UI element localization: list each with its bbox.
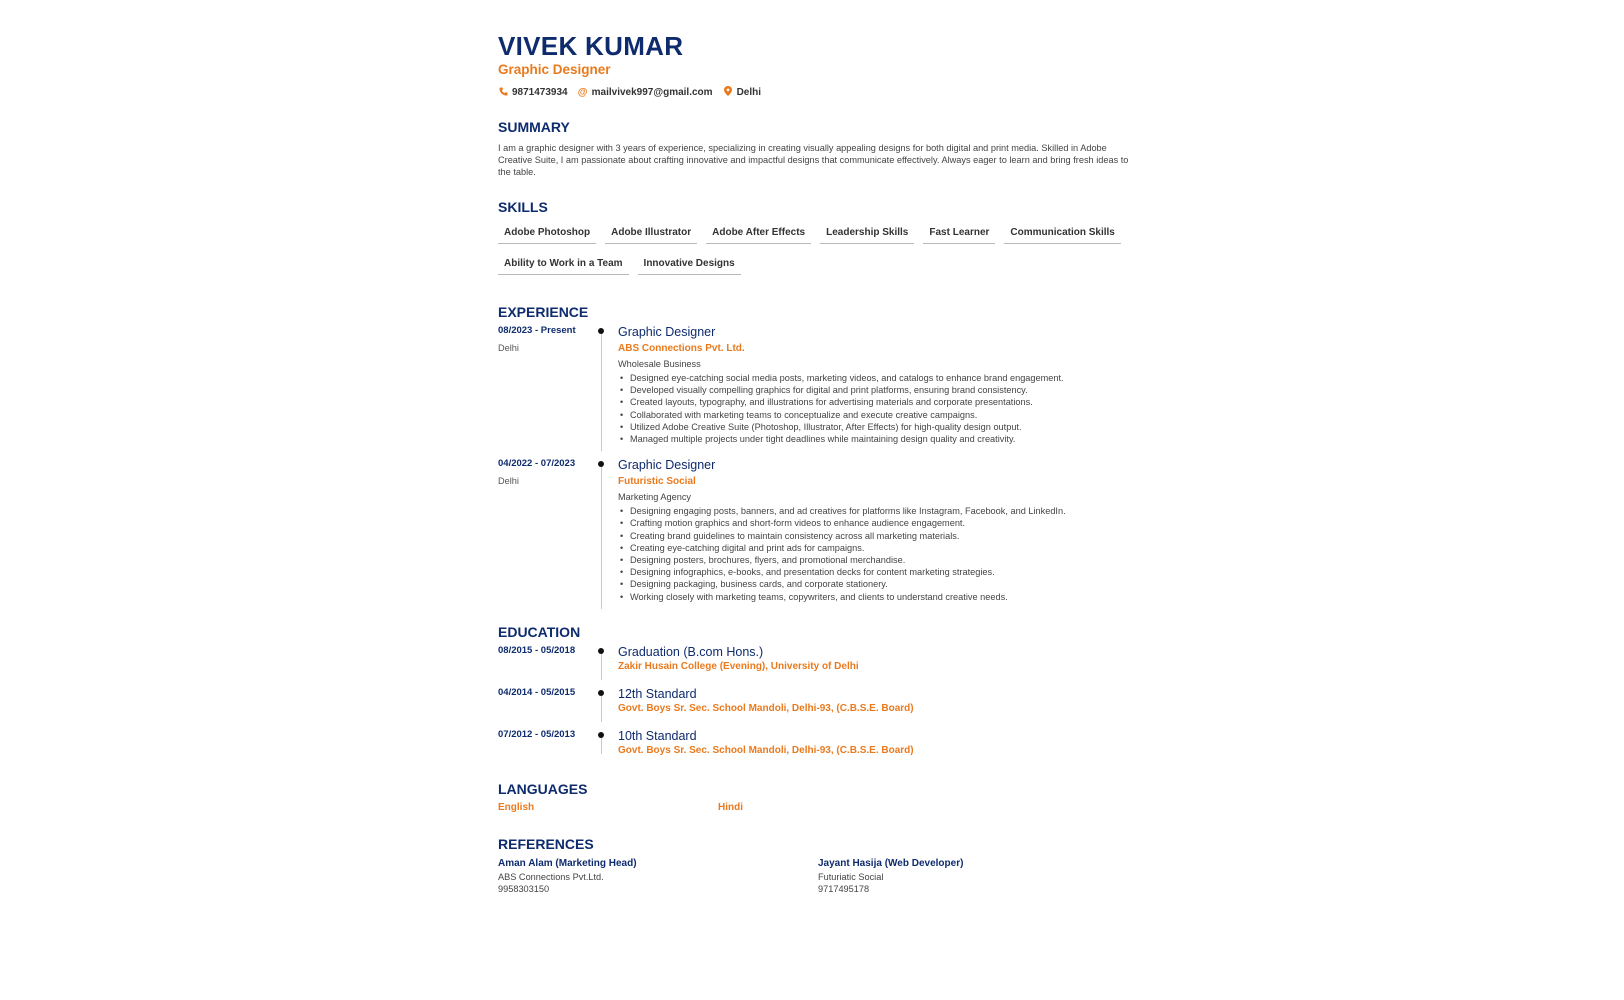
email-address[interactable]: mailvivek997@gmail.com: [591, 87, 713, 98]
timeline-line: [601, 654, 602, 680]
company-industry: Marketing Agency: [618, 492, 692, 503]
phone-icon: [498, 87, 508, 99]
resume-header: [498, 28, 1138, 99]
languages-title: LANGUAGES: [498, 780, 588, 797]
job-responsibilities: [618, 505, 1138, 603]
list-item: • Crafting motion graphics and short-form videos to enhance audience engagement.: [630, 517, 1138, 529]
reference-entry: [498, 857, 818, 895]
skill-tag: Fast Learner: [923, 225, 995, 244]
education-details: [618, 686, 1138, 716]
reference-company: Futuriatic Social: [818, 871, 884, 882]
job-responsibilities: [618, 372, 1138, 445]
job-title: Graphic Designer: [618, 458, 716, 473]
language-item: Hindi: [718, 801, 743, 813]
at-sign-icon: @: [577, 87, 588, 98]
timeline-marker: [598, 324, 618, 445]
education-entry: [498, 728, 1138, 758]
skill-tag: Adobe Illustrator: [605, 225, 697, 244]
education-title: EDUCATION: [498, 623, 581, 640]
education-dates: 04/2014 - 05/2015: [498, 686, 576, 698]
experience-location: Delhi: [498, 343, 519, 353]
list-item: • Created layouts, typography, and illustrations for advertising materials and corporate presentations.: [630, 396, 1138, 408]
list-item: • Managed multiple projects under tight deadlines while maintaining design quality and creativity.: [630, 433, 1138, 445]
reference-phone: 9958303150: [498, 883, 550, 894]
education-meta: [498, 728, 598, 758]
timeline-marker: [598, 457, 618, 603]
references-section: [498, 835, 1138, 895]
education-entry: [498, 644, 1138, 674]
timeline-marker: [598, 686, 618, 716]
degree-title: 12th Standard: [618, 686, 697, 701]
list-item: • Designing packaging, business cards, and corporate stationery.: [630, 578, 1138, 590]
school-name: Govt. Boys Sr. Sec. School Mandoli, Delhi-93, (C.B.S.E. Board): [618, 744, 914, 756]
reference-entry: [818, 857, 1138, 895]
education-details: [618, 728, 1138, 758]
candidate-role: Graphic Designer: [498, 62, 611, 77]
contact-info: [498, 86, 1138, 99]
list-item: • Designed eye-catching social media posts, marketing videos, and catalogs to enhance brand engagement.: [630, 372, 1138, 384]
map-pin-icon: [723, 86, 733, 99]
contact-location: [723, 86, 761, 99]
school-name: Zakir Husain College (Evening), University of Delhi: [618, 660, 859, 672]
summary-section: [498, 118, 1138, 178]
candidate-name: VIVEK KUMAR: [498, 31, 684, 61]
education-meta: [498, 686, 598, 716]
skill-tag: Adobe After Effects: [706, 225, 811, 244]
company-industry: Wholesale Business: [618, 359, 701, 369]
reference-name: Jayant Hasija (Web Developer): [818, 857, 964, 869]
education-dates: 08/2015 - 05/2018: [498, 644, 576, 656]
contact-email[interactable]: [578, 87, 713, 98]
location-text: Delhi: [736, 87, 762, 98]
skill-tag: Leadership Skills: [820, 225, 914, 244]
timeline-line: [601, 696, 602, 722]
list-item: • Designing posters, brochures, flyers, and promotional merchandise.: [630, 554, 1138, 566]
references-title: REFERENCES: [498, 835, 594, 852]
timeline-marker: [598, 644, 618, 674]
experience-meta: [498, 324, 598, 445]
degree-title: Graduation (B.com Hons.): [618, 644, 764, 659]
skill-tag: Communication Skills: [1004, 225, 1120, 244]
experience-title: EXPERIENCE: [498, 304, 589, 320]
skill-tag: Ability to Work in a Team: [498, 256, 629, 275]
languages-section: [498, 780, 1138, 813]
company-name: Futuristic Social: [618, 476, 696, 488]
phone-number: 9871473934: [512, 87, 568, 98]
languages-list: [498, 802, 1138, 813]
list-item: • Creating eye-catching digital and print ads for campaigns.: [630, 542, 1138, 554]
education-entry: [498, 686, 1138, 716]
experience-section: [498, 303, 1138, 603]
contact-phone: [498, 87, 568, 99]
list-item: • Utilized Adobe Creative Suite (Photoshop, Illustrator, After Effects) for high-quality design output.: [630, 421, 1138, 433]
list-item: • Developed visually compelling graphics for digital and print platforms, ensuring brand consistency.: [630, 384, 1138, 396]
summary-title: SUMMARY: [498, 119, 570, 135]
timeline-line: [601, 334, 602, 451]
resume-page: [498, 28, 1138, 895]
experience-dates: 04/2022 - 07/2023: [498, 458, 576, 470]
experience-entry: [498, 324, 1138, 445]
language-item: English: [498, 801, 535, 813]
list-item: • Designing infographics, e-books, and presentation decks for content marketing strategies.: [630, 566, 1138, 578]
experience-entry: [498, 457, 1138, 603]
school-name: Govt. Boys Sr. Sec. School Mandoli, Delhi-93, (C.B.S.E. Board): [618, 702, 914, 714]
references-list: [498, 857, 1138, 895]
experience-details: [618, 324, 1138, 445]
list-item: • Designing engaging posts, banners, and ad creatives for platforms like Instagram, Facebook, and LinkedIn.: [630, 505, 1138, 517]
skills-section: [498, 198, 1138, 275]
education-section: [498, 623, 1138, 758]
experience-location: Delhi: [498, 476, 519, 487]
skills-title: SKILLS: [498, 199, 548, 215]
timeline-line: [601, 738, 602, 754]
experience-meta: [498, 457, 598, 603]
experience-details: [618, 457, 1138, 603]
summary-text: I am a graphic designer with 3 years of experience, specializing in creating visually appealing designs for both digital and print media. Skilled in Adobe Creative Suite, I am passionate about crafting innovative and impactful designs that communicate effectively. Always eager to learn and bring fresh ideas to the table.: [498, 143, 1129, 177]
education-meta: [498, 644, 598, 674]
reference-company: ABS Connections Pvt.Ltd.: [498, 871, 604, 882]
reference-name: Aman Alam (Marketing Head): [498, 857, 637, 869]
timeline-marker: [598, 728, 618, 758]
list-item: • Creating brand guidelines to maintain consistency across all marketing materials.: [630, 530, 1138, 542]
experience-dates: 08/2023 - Present: [498, 325, 576, 336]
skill-tag: Adobe Photoshop: [498, 225, 596, 244]
reference-phone: 9717495178: [818, 883, 870, 894]
list-item: • Collaborated with marketing teams to conceptualize and execute creative campaigns.: [630, 409, 1138, 421]
job-title: Graphic Designer: [618, 325, 716, 339]
degree-title: 10th Standard: [618, 728, 697, 743]
skills-list: [498, 225, 1158, 275]
education-dates: 07/2012 - 05/2013: [498, 728, 576, 740]
list-item: • Working closely with marketing teams, copywriters, and clients to understand creative needs.: [630, 591, 1138, 603]
skill-tag: Innovative Designs: [638, 256, 741, 275]
company-name: ABS Connections Pvt. Ltd.: [618, 343, 745, 354]
education-details: [618, 644, 1138, 674]
timeline-line: [601, 467, 602, 609]
